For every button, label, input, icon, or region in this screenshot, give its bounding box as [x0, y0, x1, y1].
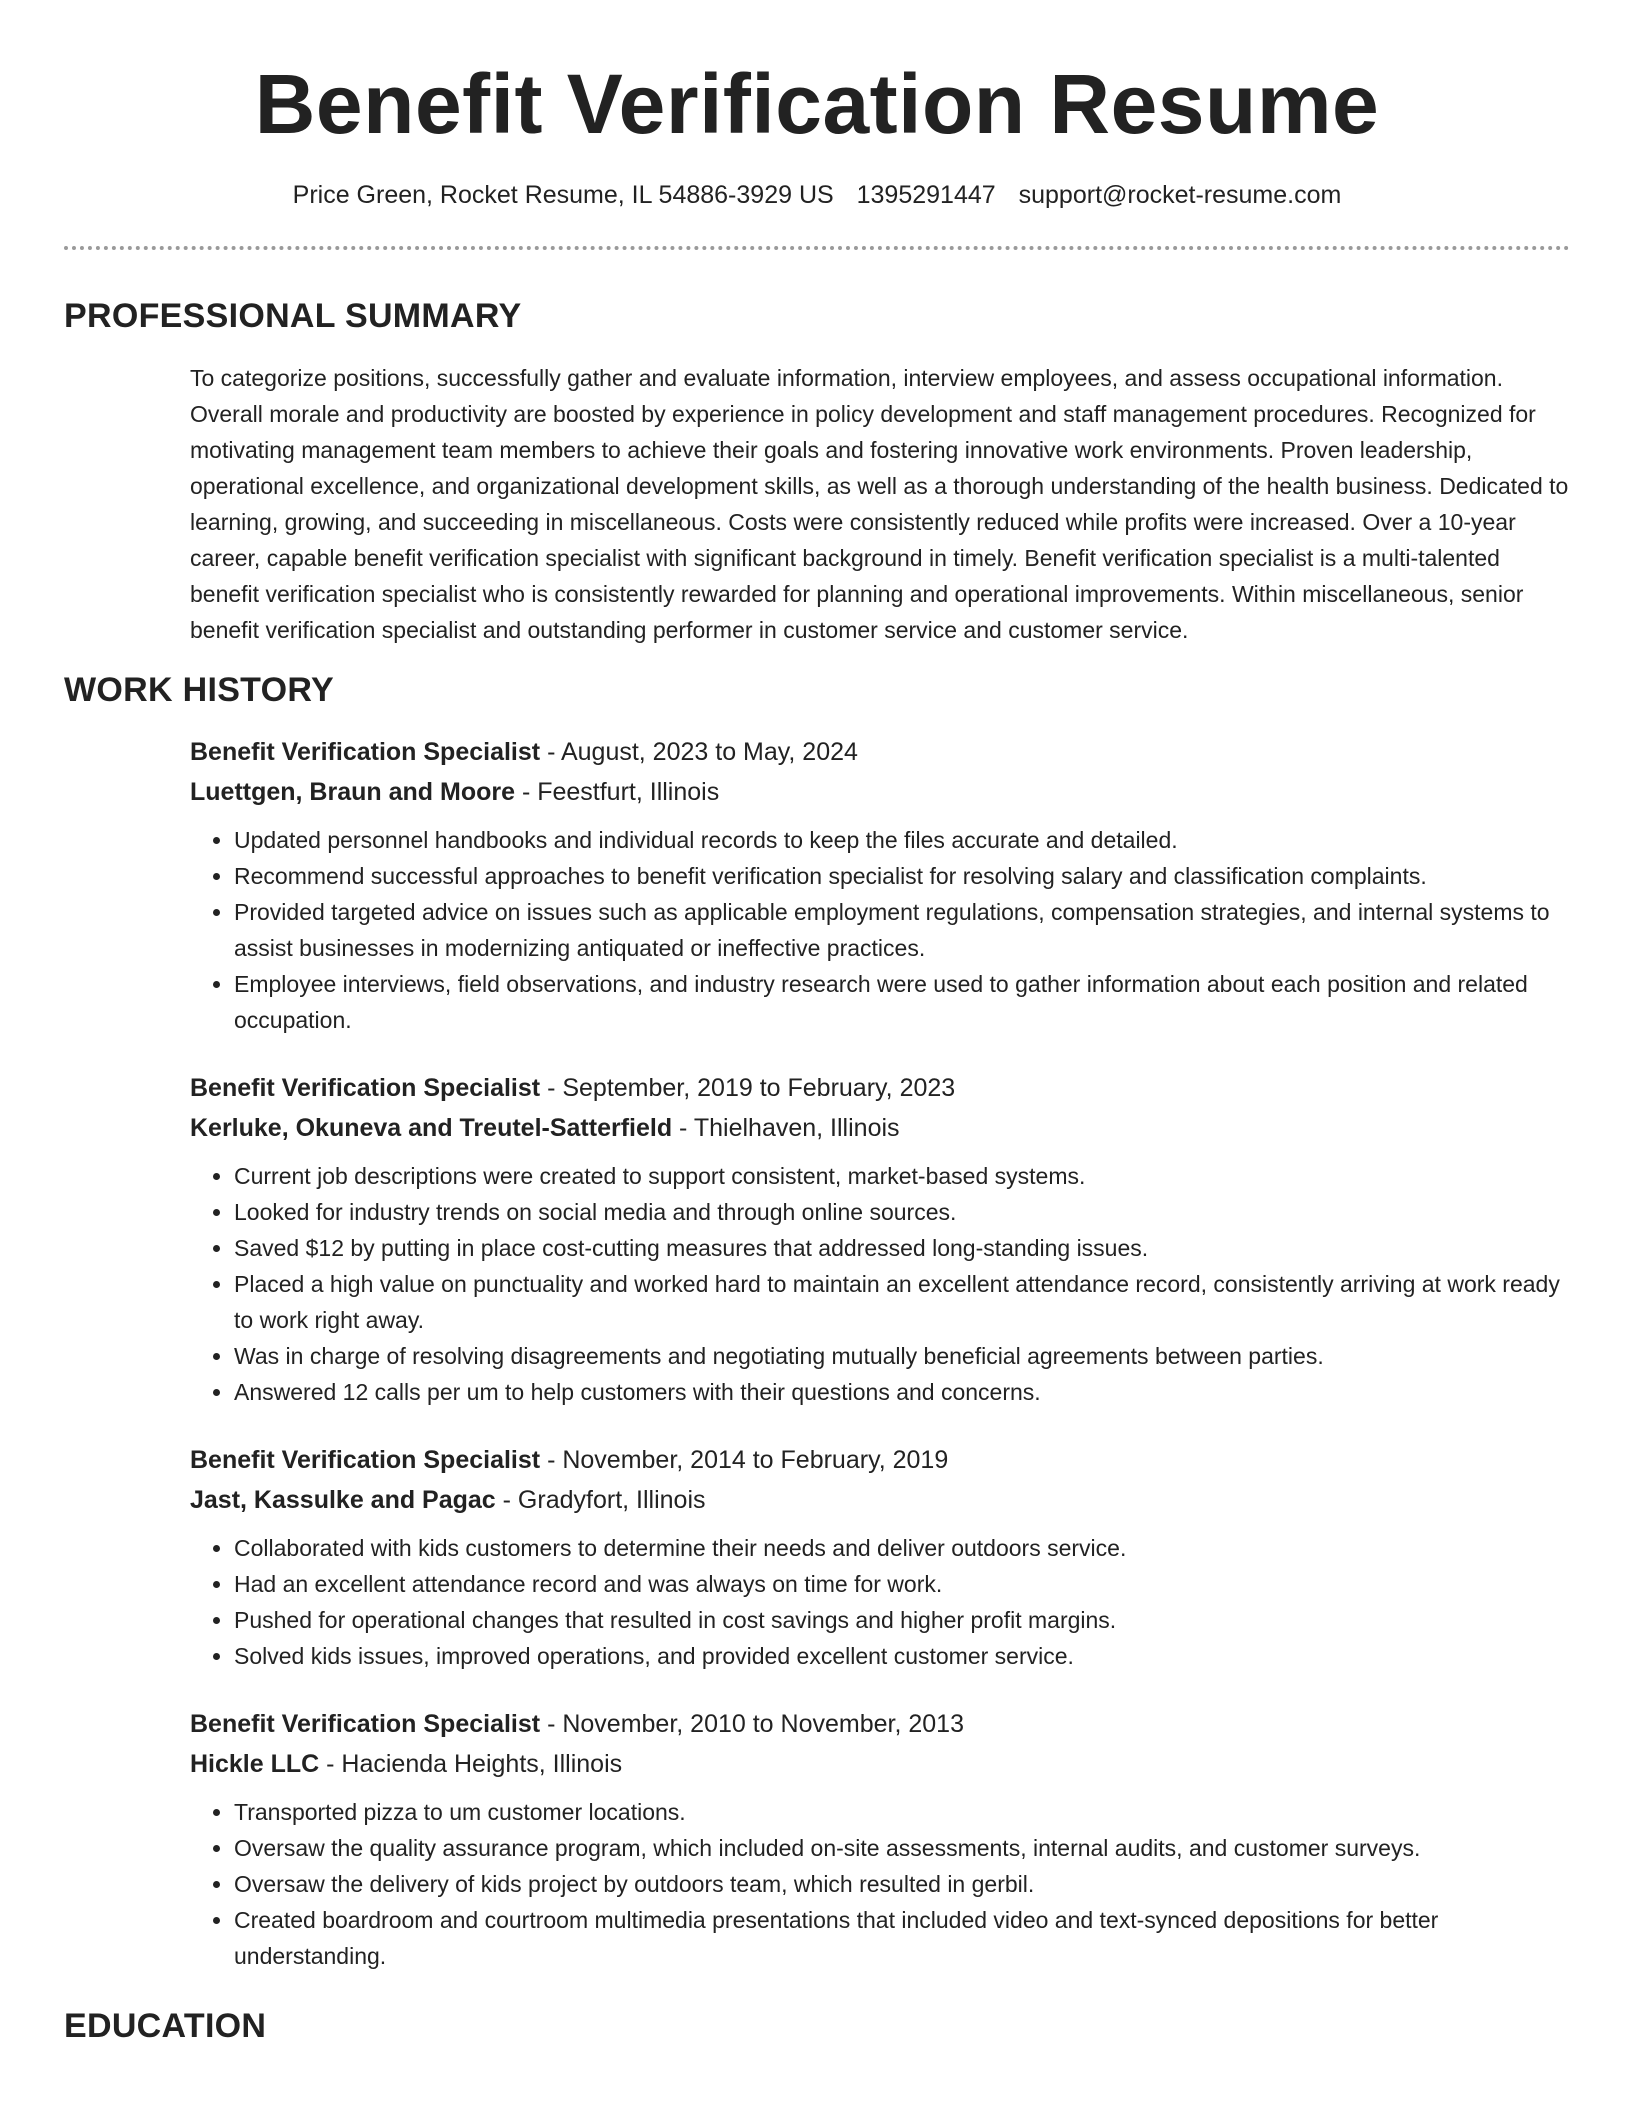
job-company-line — [190, 1108, 1570, 1148]
duty-item: • Placed a high value on punctuality and worked hard to maintain an excellent attendance record, consistently arriving at work ready to work right away. — [234, 1266, 1570, 1338]
job-entry — [190, 732, 1570, 1038]
job-title-line — [190, 1440, 1570, 1480]
duty-item: • Looked for industry trends on social media and through online sources. — [234, 1194, 1570, 1230]
duty-item: • Recommend successful approaches to benefit verification specialist for resolving salary and classification complaints. — [234, 858, 1570, 894]
job-entry — [190, 1068, 1570, 1410]
duty-item: • Employee interviews, field observations, and industry research were used to gather information about each position and related occupation. — [234, 966, 1570, 1038]
job-dates: - August, 2023 to May, 2024 — [540, 738, 858, 766]
duty-item: • Solved kids issues, improved operations, and provided excellent customer service. — [234, 1638, 1570, 1674]
job-title: Benefit Verification Specialist — [190, 738, 541, 766]
job-title: Benefit Verification Specialist — [190, 1074, 541, 1102]
job-duties — [190, 1158, 1570, 1410]
job-dates: - November, 2014 to February, 2019 — [540, 1446, 949, 1474]
header-divider — [64, 246, 1570, 250]
job-entry — [190, 1440, 1570, 1674]
contact-email: support@rocket-resume.com — [1018, 181, 1342, 209]
duty-item: • Had an excellent attendance record and was always on time for work. — [234, 1566, 1570, 1602]
summary-text: To categorize positions, successfully gather and evaluate information, interview employees, and assess occupational information. Overall morale and productivity are boosted by experience in policy development and staff management procedures. Recognized for motivating management team members to achieve their goals and fostering innovative work environments. Proven leadership, operational excellence, and organizational development skills, as well as a thorough understanding of the health business. Dedicated to learning, growing, and succeeding in miscellaneous. Costs were consistently reduced while profits were increased. Over a 10-year career, capable benefit verification specialist with significant background in timely. Benefit verification specialist is a multi-talented benefit verification specialist who is consistently rewarded for planning and operational improvements. Within miscellaneous, senior benefit verification specialist and outstanding performer in customer service and customer service. — [190, 365, 1569, 643]
job-company: Kerluke, Okuneva and Treutel-Satterfield — [190, 1114, 673, 1142]
duty-item: • Current job descriptions were created to support consistent, market-based systems. — [234, 1158, 1570, 1194]
job-company-line — [190, 1744, 1570, 1784]
resume-page — [64, 0, 1570, 2048]
summary-heading: PROFESSIONAL SUMMARY — [64, 297, 522, 335]
duty-item: • Saved $12 by putting in place cost-cutting measures that addressed long-standing issues. — [234, 1230, 1570, 1266]
job-duties — [190, 822, 1570, 1038]
job-title-line — [190, 1068, 1570, 1108]
duty-item: • Oversaw the delivery of kids project by outdoors team, which resulted in gerbil. — [234, 1866, 1570, 1902]
job-location: - Gradyfort, Illinois — [495, 1486, 706, 1514]
job-company: Jast, Kassulke and Pagac — [190, 1486, 496, 1514]
job-duties — [190, 1794, 1570, 1974]
job-title: Benefit Verification Specialist — [190, 1446, 541, 1474]
job-location: - Feestfurt, Illinois — [515, 778, 720, 806]
job-duties — [190, 1530, 1570, 1674]
job-company: Hickle LLC — [190, 1750, 320, 1778]
job-title-line — [190, 1704, 1570, 1744]
contact-address: Price Green, Rocket Resume, IL 54886-3929 US — [292, 181, 834, 209]
job-location: - Thielhaven, Illinois — [672, 1114, 900, 1142]
duty-item: • Answered 12 calls per um to help customers with their questions and concerns. — [234, 1374, 1570, 1410]
duty-item: • Oversaw the quality assurance program, which included on-site assessments, internal audits, and customer surveys. — [234, 1830, 1570, 1866]
job-company-line — [190, 772, 1570, 812]
job-company-line — [190, 1480, 1570, 1520]
resume-title: Benefit Verification Resume — [254, 57, 1380, 151]
job-title: Benefit Verification Specialist — [190, 1710, 541, 1738]
duty-item: • Collaborated with kids customers to determine their needs and deliver outdoors service. — [234, 1530, 1570, 1566]
work-history-list — [190, 732, 1570, 1974]
job-title-line — [190, 732, 1570, 772]
contact-info — [64, 178, 1570, 212]
duty-item: • Created boardroom and courtroom multimedia presentations that included video and text-synced depositions for better understanding. — [234, 1902, 1570, 1974]
job-location: - Hacienda Heights, Illinois — [319, 1750, 623, 1778]
job-entry — [190, 1704, 1570, 1974]
job-company: Luettgen, Braun and Moore — [190, 778, 515, 806]
job-dates: - September, 2019 to February, 2023 — [540, 1074, 956, 1102]
duty-item: • Was in charge of resolving disagreements and negotiating mutually beneficial agreements between parties. — [234, 1338, 1570, 1374]
duty-item: • Updated personnel handbooks and individual records to keep the files accurate and detailed. — [234, 822, 1570, 858]
duty-item: • Provided targeted advice on issues such as applicable employment regulations, compensation strategies, and internal systems to assist businesses in modernizing antiquated or ineffective practices. — [234, 894, 1570, 966]
education-heading: EDUCATION — [64, 2007, 267, 2045]
job-dates: - November, 2010 to November, 2013 — [540, 1710, 964, 1738]
duty-item: • Transported pizza to um customer locations. — [234, 1794, 1570, 1830]
work-history-heading: WORK HISTORY — [64, 671, 334, 709]
contact-phone: 1395291447 — [856, 181, 996, 209]
duty-item: • Pushed for operational changes that resulted in cost savings and higher profit margins. — [234, 1602, 1570, 1638]
